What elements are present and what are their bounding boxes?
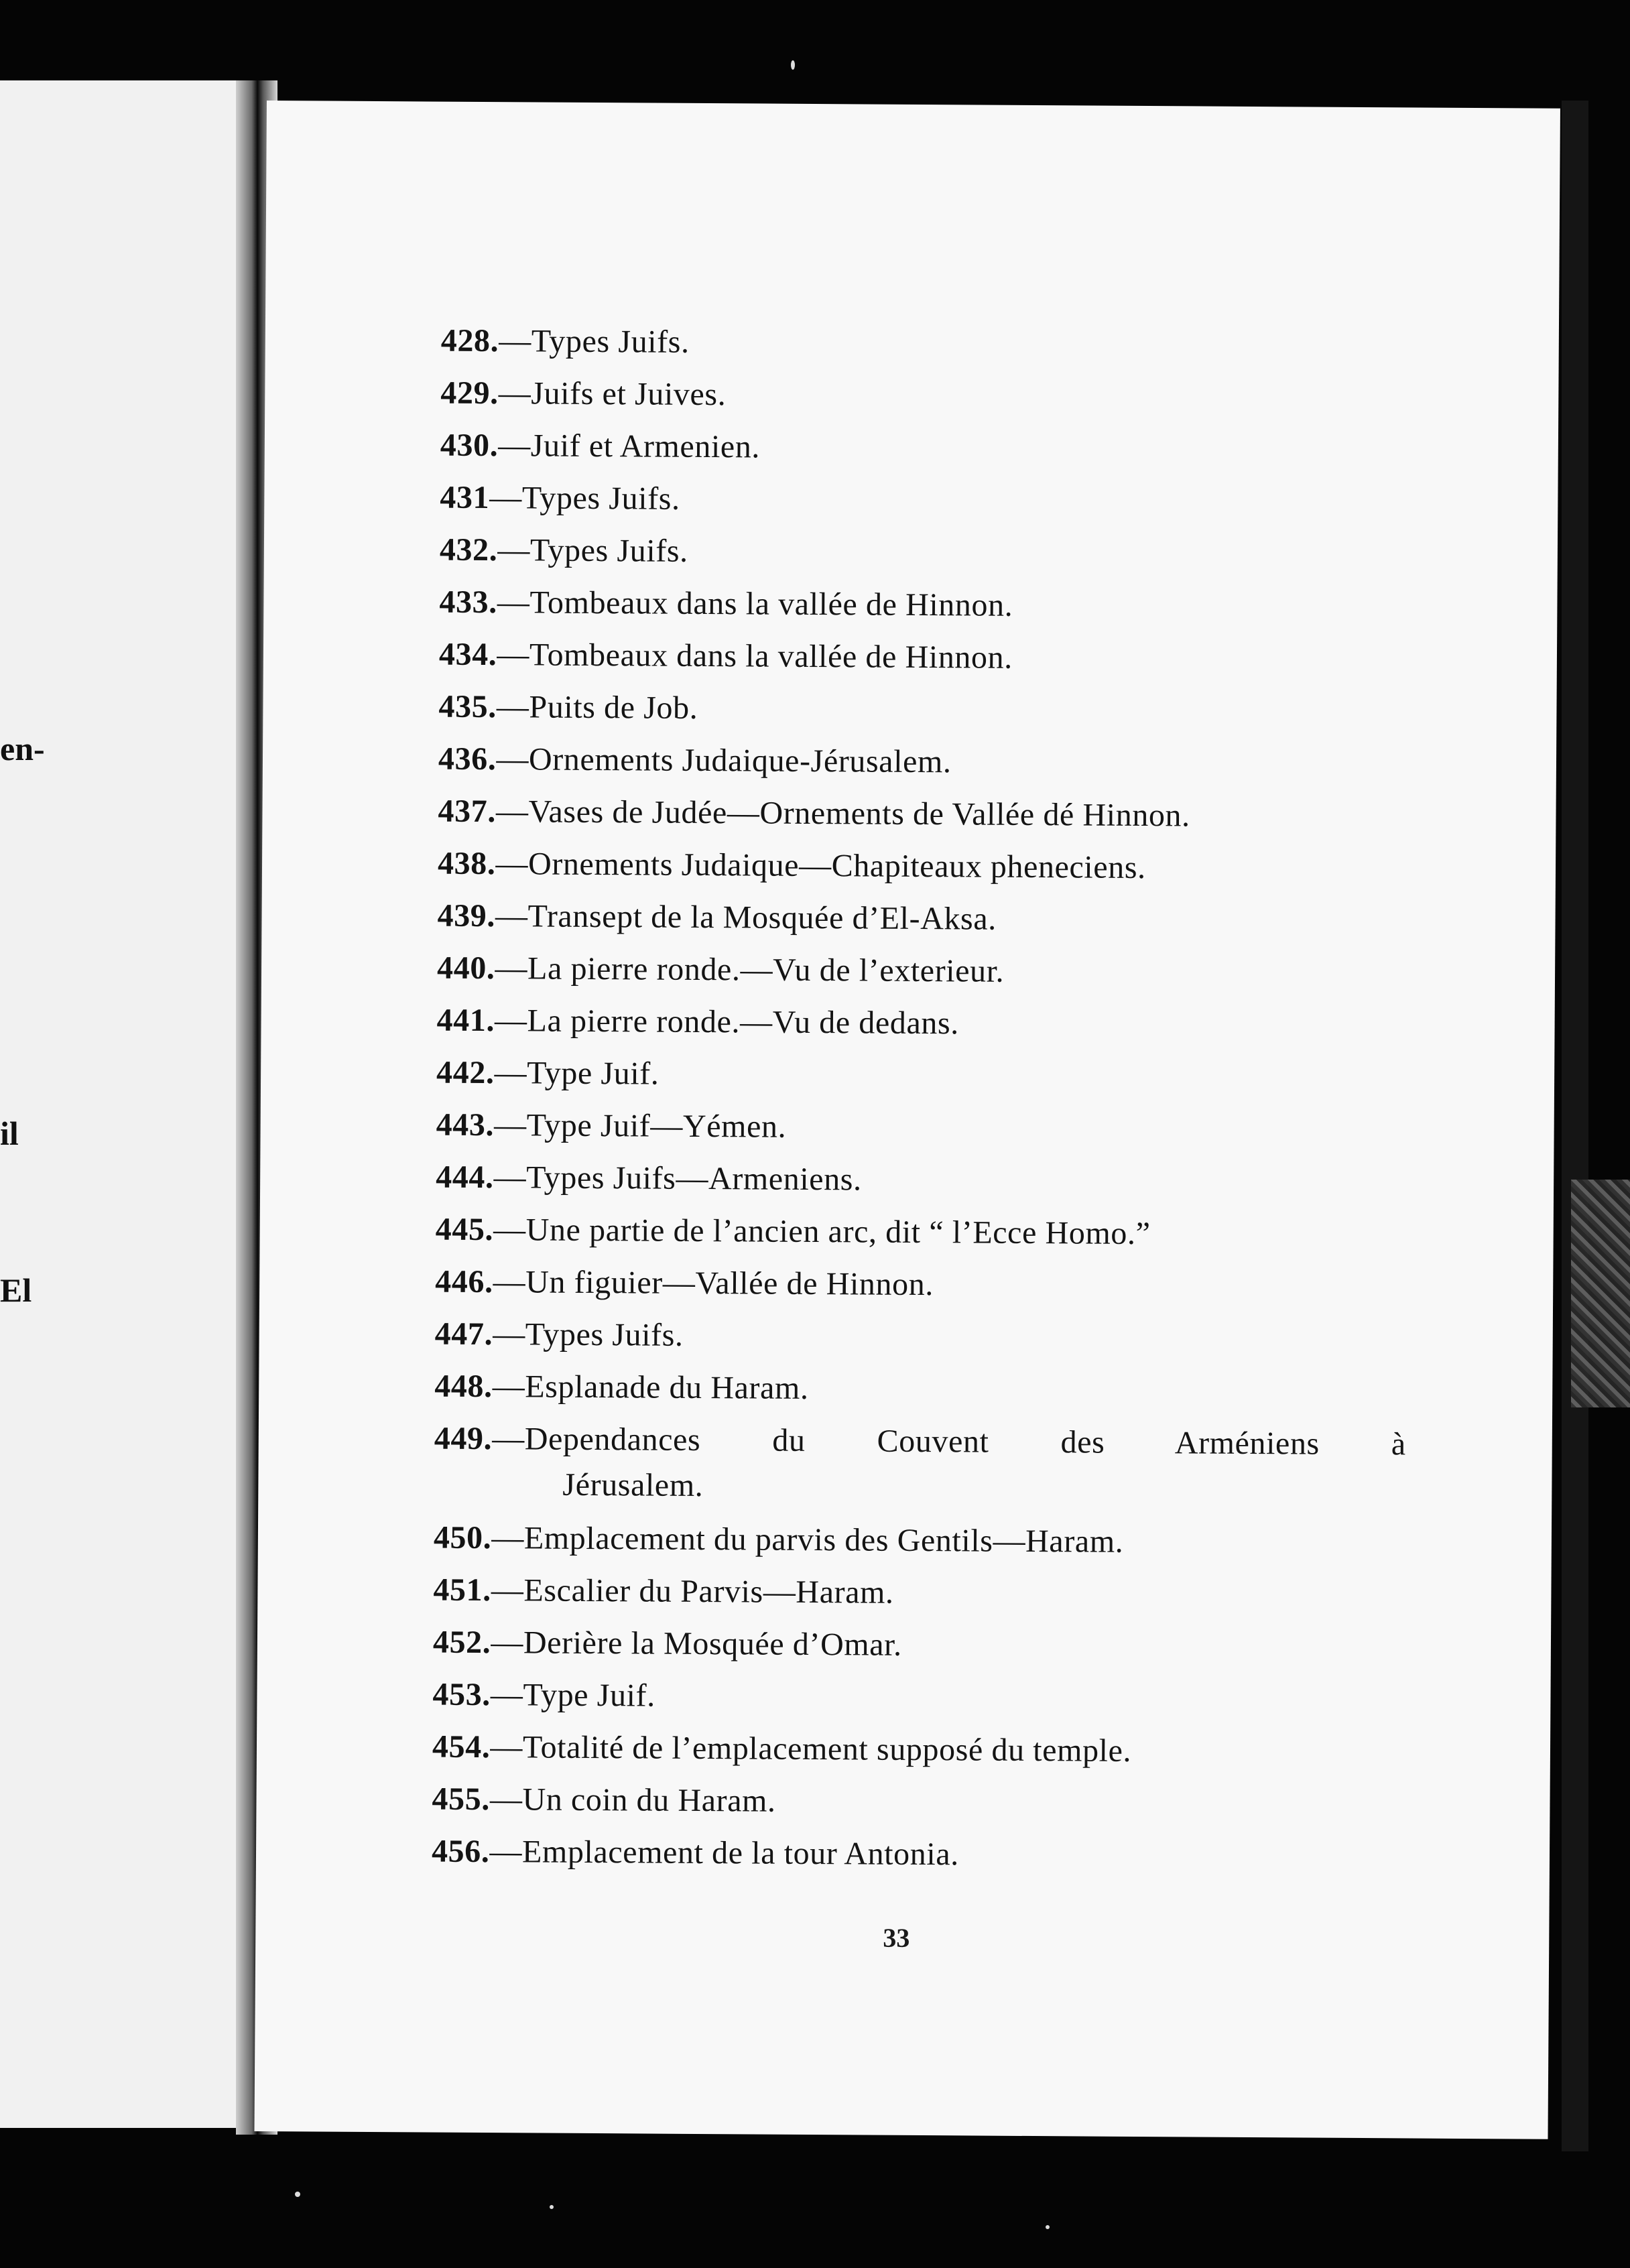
entry-title: Type Juif—Yémen. <box>526 1107 787 1145</box>
entry-dash: — <box>489 1834 523 1870</box>
entry-title: La pierre ronde.—Vu de l’exterieur. <box>527 950 1005 989</box>
entry-title: Ornements Judaique-Jérusalem. <box>528 741 952 780</box>
page-edge-shadow <box>1562 101 1588 2151</box>
entry-dash: — <box>493 1107 527 1143</box>
entry-dash: — <box>491 1625 524 1661</box>
entry-dash: — <box>497 532 531 568</box>
entry-dash: — <box>492 1369 525 1405</box>
left-page-text-fragment: El <box>0 1271 32 1309</box>
catalog-entry <box>436 1151 1407 1210</box>
entry-title: La pierre ronde.—Vu de dedans. <box>527 1003 959 1042</box>
catalog-entry <box>432 1773 1403 1832</box>
catalog-entry <box>441 315 1413 373</box>
entry-title: Ornements Judaique—Chapiteaux pheneciens. <box>527 846 1146 886</box>
entry-dash: — <box>494 1003 527 1039</box>
entry-title: Type Juif. <box>526 1055 660 1092</box>
entry-title: Transept de la Mosquée d’El-Aksa. <box>527 898 997 937</box>
left-page-text-fragment: en- <box>0 730 45 767</box>
entry-number: 451. <box>433 1572 491 1609</box>
entry-title: Juifs et Juives. <box>531 375 727 413</box>
entry-title: Dependances du Couvent des Arméniens à <box>524 1421 1406 1462</box>
entry-title: Types Juifs—Armeniens. <box>526 1159 862 1198</box>
entry-title: Totalité de l’emplacement supposé du temple. <box>522 1729 1132 1769</box>
entry-number: 447. <box>434 1316 493 1352</box>
entry-title: Emplacement de la tour Antonia. <box>521 1834 959 1873</box>
entry-number: 440. <box>436 950 495 987</box>
entry-number: 431 <box>440 479 490 516</box>
entry-number: 444. <box>436 1159 494 1196</box>
catalog-entry <box>433 1617 1405 1675</box>
catalog-entry <box>434 1361 1406 1419</box>
entry-dash: — <box>498 375 531 412</box>
catalog-entry <box>437 890 1409 948</box>
entry-dash: — <box>491 1520 525 1556</box>
entry-number: 448. <box>434 1368 493 1405</box>
entry-title: Tombeaux dans la vallée de Hinnon. <box>529 584 1013 623</box>
entry-number: 432. <box>439 531 498 568</box>
entry-dash: — <box>495 898 528 934</box>
catalog-list <box>432 315 1413 1884</box>
entry-number: 428. <box>440 322 499 359</box>
entry-number: 453. <box>432 1676 491 1713</box>
entry-dash: — <box>489 1781 523 1818</box>
catalog-entry <box>435 1308 1407 1367</box>
catalog-entry <box>432 1721 1404 1779</box>
entry-title: Derière la Mosquée d’Omar. <box>523 1625 902 1663</box>
entry-number: 454. <box>432 1728 491 1765</box>
entry-dash: — <box>497 637 530 673</box>
entry-number: 442. <box>436 1054 495 1091</box>
entry-dash: — <box>489 480 522 516</box>
entry-title: Une partie de l’ancien arc, dit “ l’Ecce Homo.” <box>525 1212 1151 1252</box>
entry-title: Type Juif. <box>523 1677 655 1714</box>
catalog-entry <box>432 1826 1403 1884</box>
entry-number: 430. <box>440 427 499 464</box>
entry-number: 438. <box>437 845 496 882</box>
catalog-entry <box>435 1256 1407 1314</box>
left-page-text-fragment: il <box>0 1115 19 1152</box>
entry-title: Vases de Judée—Ornements de Vallée dé Hinnon. <box>528 794 1190 834</box>
entry-dash: — <box>499 323 531 359</box>
entry-dash: — <box>495 950 528 987</box>
entry-title: Puits de Job. <box>529 689 698 726</box>
catalog-entry <box>436 1099 1407 1157</box>
entry-title: Esplanade du Haram. <box>525 1369 809 1406</box>
entry-dash: — <box>496 689 529 725</box>
entry-dash: — <box>497 584 530 621</box>
entry-continuation: Jérusalem. <box>562 1466 704 1504</box>
entry-number: 450. <box>433 1519 492 1556</box>
entry-dash: — <box>492 1421 525 1457</box>
dust-speck <box>1046 2225 1050 2229</box>
catalog-entry <box>435 1204 1407 1262</box>
entry-number: 436. <box>438 741 497 777</box>
entry-number: 443. <box>436 1107 495 1143</box>
catalog-entry <box>439 576 1411 635</box>
entry-number: 441. <box>436 1002 495 1039</box>
entry-dash: — <box>491 1572 524 1609</box>
entry-dash: — <box>490 1677 523 1713</box>
catalog-entry <box>436 1047 1408 1105</box>
entry-number: 437. <box>438 793 497 830</box>
entry-title: Un figuier—Vallée de Hinnon. <box>525 1264 934 1303</box>
catalog-entry <box>438 733 1410 792</box>
dust-speck <box>550 2205 554 2209</box>
entry-dash: — <box>495 846 529 882</box>
background-texture <box>1571 1180 1630 1407</box>
entry-number: 446. <box>435 1263 493 1300</box>
catalog-entry <box>438 785 1409 844</box>
catalog-entry <box>438 681 1410 739</box>
catalog-entry <box>434 1512 1405 1570</box>
page-number: 33 <box>883 1922 910 1953</box>
entry-number: 434. <box>438 636 497 673</box>
entry-title: Un coin du Haram. <box>522 1781 776 1819</box>
dust-speck <box>295 2192 300 2197</box>
entry-title: Types Juifs. <box>521 480 680 517</box>
entry-number: 429. <box>440 375 499 412</box>
entry-title: Escalier du Parvis—Haram. <box>523 1572 894 1611</box>
catalog-entry <box>439 629 1411 687</box>
entry-dash: — <box>494 1055 527 1091</box>
entry-dash: — <box>495 794 529 830</box>
catalog-entry <box>432 1669 1404 1727</box>
left-page-fragment <box>0 80 253 2128</box>
entry-dash: — <box>490 1729 523 1765</box>
catalog-entry <box>440 472 1412 530</box>
entry-number: 452. <box>432 1624 491 1661</box>
entry-number: 433. <box>439 584 498 621</box>
entry-number: 456. <box>431 1833 490 1870</box>
dust-speck <box>791 60 795 70</box>
entry-number: 455. <box>432 1781 491 1818</box>
catalog-entry <box>436 995 1408 1053</box>
catalog-entry <box>440 420 1412 478</box>
catalog-entry <box>440 524 1412 582</box>
entry-dash: — <box>498 428 531 464</box>
entry-number: 449. <box>434 1420 493 1457</box>
entry-title: Juif et Armenien. <box>530 428 761 465</box>
catalog-entry <box>440 367 1412 426</box>
entry-number: 445. <box>435 1211 494 1248</box>
entry-dash: — <box>496 741 529 777</box>
entry-title: Tombeaux dans la vallée de Hinnon. <box>529 637 1013 676</box>
entry-title: Types Juifs. <box>529 532 688 569</box>
entry-title: Types Juifs. <box>525 1316 684 1353</box>
entry-title: Emplacement du parvis des Gentils—Haram. <box>523 1520 1124 1560</box>
right-page <box>254 101 1560 2139</box>
catalog-entry <box>433 1564 1405 1623</box>
entry-dash: — <box>493 1159 527 1196</box>
catalog-entry <box>438 838 1409 896</box>
entry-dash: — <box>493 1264 526 1300</box>
entry-dash: — <box>493 1212 526 1248</box>
entry-title: Types Juifs. <box>531 323 690 360</box>
entry-number: 435. <box>438 688 497 725</box>
entry-dash: — <box>493 1316 525 1352</box>
entry-number: 439. <box>437 897 496 934</box>
catalog-entry <box>437 942 1409 1001</box>
